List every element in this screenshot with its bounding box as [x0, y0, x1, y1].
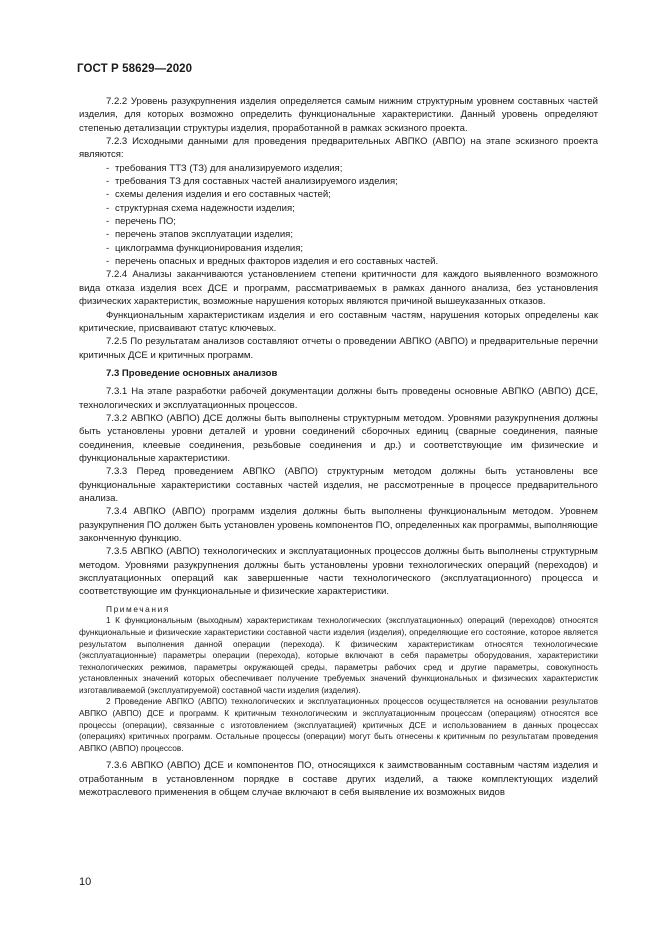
- input-data-list: [79, 162, 598, 269]
- paragraph-7-3-4: 7.3.4 АВПКО (АВПО) программ изделия должны быть выполнены функциональным методом. Уровнем разукрупнения ПО должен быть установлен уровень компонентов ПО, определенных как программы, выполняющие законченную функцию.: [79, 506, 598, 544]
- paragraph-7-2-4-b: Функциональным характеристикам изделия и его составным частям, нарушения которых определены как критические, присваивают статус ключевых.: [79, 309, 598, 334]
- list-item: - структурная схема надежности изделия;: [106, 202, 295, 214]
- list-item: - циклограмма функционирования изделия;: [106, 242, 304, 254]
- paragraph-7-3-3: 7.3.3 Перед проведением АВПКО (АВПО) структурным методом должны быть установлены все функциональные характеристики составных частей изделия, не рассмотренные в процессе предварительного анализа.: [79, 466, 598, 504]
- paragraph-7-2-3: 7.2.3 Исходными данными для проведения предварительных АВПКО (АВПО) на этапе эскизного проекта являются:: [79, 136, 598, 161]
- list-item: - требования ТТЗ (ТЗ) для анализируемого изделия;: [106, 162, 343, 174]
- notes-caption: Примечания: [106, 603, 170, 614]
- paragraph-7-3-1: 7.3.1 На этапе разработки рабочей документации должны быть проведены основные АВПКО (АВПО) ДСЕ, технологических и эксплуатационных процессов.: [79, 386, 598, 411]
- list-item: - требования ТЗ для составных частей анализируемого изделия;: [106, 176, 398, 188]
- list-item: - перечень ПО;: [106, 216, 176, 228]
- note-2: 2 Проведение АВПКО (АВПО) технологических и эксплуатационных процессов осуществляется на основании результатов АВПКО (АВПО) ДСЕ и программ. К критичным технологическим и эксплуатационным процессам (операциям) относятся все процессы (операции), связанные с изготовлением (эксплуатацией) критичных ДСЕ и использованием в данных процессах (операциях) критичных программ. Остальные процессы (операции) могут быть отнесены к критичным по результатам проведения АВПКО (АВПО) процессов.: [79, 696, 598, 753]
- list-item: - перечень опасных и вредных факторов изделия и его составных частей.: [106, 256, 439, 268]
- notes-block: [79, 604, 598, 755]
- paragraph-7-3-5: 7.3.5 АВПКО (АВПО) технологических и эксплуатационных процессов должны быть выполнены структурным методом. Уровнями разукрупнения должны быть установлены уровни технологических операций (переходов) и эксплуатационных операций как завершенные части технологического (эксплуатационного) процесса и соответствующие им функциональные и физические характеристики.: [79, 546, 598, 598]
- page-header: ГОСТ Р 58629—2020: [77, 63, 193, 75]
- list-item: - схемы деления изделия и его составных частей;: [106, 189, 331, 201]
- paragraph-7-2-5: 7.2.5 По результатам анализов составляют отчеты о проведении АВПКО (АВПО) и предварительные перечни критичных ДСЕ и критичных программ.: [79, 336, 598, 361]
- list-item: - перечень этапов эксплуатации изделия;: [106, 229, 293, 241]
- paragraph-7-2-2: 7.2.2 Уровень разукрупнения изделия определяется самым нижним структурным уровнем составных частей изделия, для которых возможно определить функциональные характеристики. Данный уровень определяют степенью детализации структуры изделия, проработанной в рамках эскизного проекта.: [79, 96, 598, 134]
- body-text: [79, 95, 598, 799]
- paragraph-7-3-6: 7.3.6 АВПКО (АВПО) ДСЕ и компонентов ПО, относящихся к заимствованным составным частям изделия и отработанным в установленном порядке в составе других изделий, а также комплектующих изделий межотраслевого применения в общем случае включают в себя выявление их возможных видов: [79, 760, 598, 799]
- note-1: 1 К функциональным (выходным) характеристикам технологических (эксплуатационных) операций (переходов) относятся функциональные и физические характеристики составной части изделия (изделия), определяющие его состояние, которое является результатом выполнения данной операции (перехода). К физическим характеристикам относятся технологические (эксплуатационные) параметры операции (перехода), которые включают в себя параметры оборудования, характеристики технологических режимов, параметры окружающей среды, параметры рабочих сред и другие параметры, совокупность установленных значений которых обеспечивает получение требуемых значений функциональных и физических характеристик изготавливаемой (эксплуатируемой) составной части изделия (изделия).: [79, 615, 598, 695]
- section-heading-7-3: 7.3 Проведение основных анализов: [106, 367, 278, 379]
- paragraph-7-2-4: 7.2.4 Анализы заканчиваются установлением степени критичности для каждого выявленного возможного вида отказа изделия всех ДСЕ и программ, рассматриваемых в рамках данного анализа, без установления физических характеристик, возможные нарушения которых являются причиной вышеуказанных отказов.: [79, 269, 598, 308]
- paragraph-7-3-2: 7.3.2 АВПКО (АВПО) ДСЕ должны быть выполнены структурным методом. Уровнями разукрупнения должны быть установлены уровни деталей и уровни соединений сборочных единиц (сварные соединения, паяные соединения, клеевые соединения, резьбовые соединения и др.) и соответствующие им физические и функциональные характеристики.: [79, 412, 598, 464]
- page-number: 10: [79, 876, 92, 888]
